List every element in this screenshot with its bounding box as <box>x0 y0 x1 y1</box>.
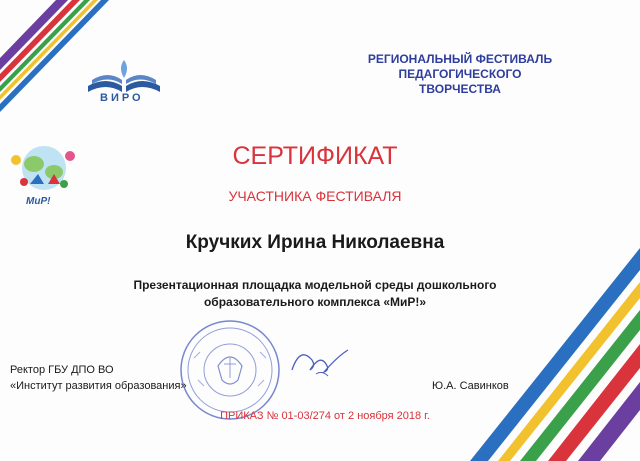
viro-logo-text: ВИРО <box>100 92 144 104</box>
stripe-top-left-purple <box>0 0 68 70</box>
festival-title-line2: ПЕДАГОГИЧЕСКОГО ТВОРЧЕСТВА <box>398 67 522 96</box>
festival-title <box>360 52 560 97</box>
certificate-description <box>120 277 510 311</box>
order-label: ПРИКАЗ № <box>220 410 279 422</box>
description-line2: образовательного комплекса «МиР!» <box>203 295 427 309</box>
order-reference <box>160 410 490 422</box>
official-stamp <box>178 318 282 422</box>
order-number: 01-03/274 <box>281 410 331 422</box>
mir-logo <box>4 140 84 210</box>
certificate-subtitle: УЧАСТНИКА ФЕСТИВАЛЯ <box>228 188 402 204</box>
rector-position-line2: «Институт развития образования» <box>10 380 187 392</box>
certificate-title: СЕРТИФИКАТ <box>232 142 398 170</box>
description-line1: Презентационная площадка модельной среды дошкольного <box>133 278 497 292</box>
signer-name: Ю.А. Савинков <box>432 380 509 392</box>
festival-title-line1: РЕГИОНАЛЬНЫЙ ФЕСТИВАЛЬ <box>367 52 553 66</box>
mir-logo-text: МиР! <box>26 196 51 207</box>
rector-position-line1: Ректор ГБУ ДПО ВО <box>10 364 114 376</box>
order-date: от 2 ноября 2018 г. <box>334 410 430 422</box>
recipient-name: Кручких Ирина Николаевна <box>185 232 445 253</box>
handwritten-signature <box>286 340 354 382</box>
